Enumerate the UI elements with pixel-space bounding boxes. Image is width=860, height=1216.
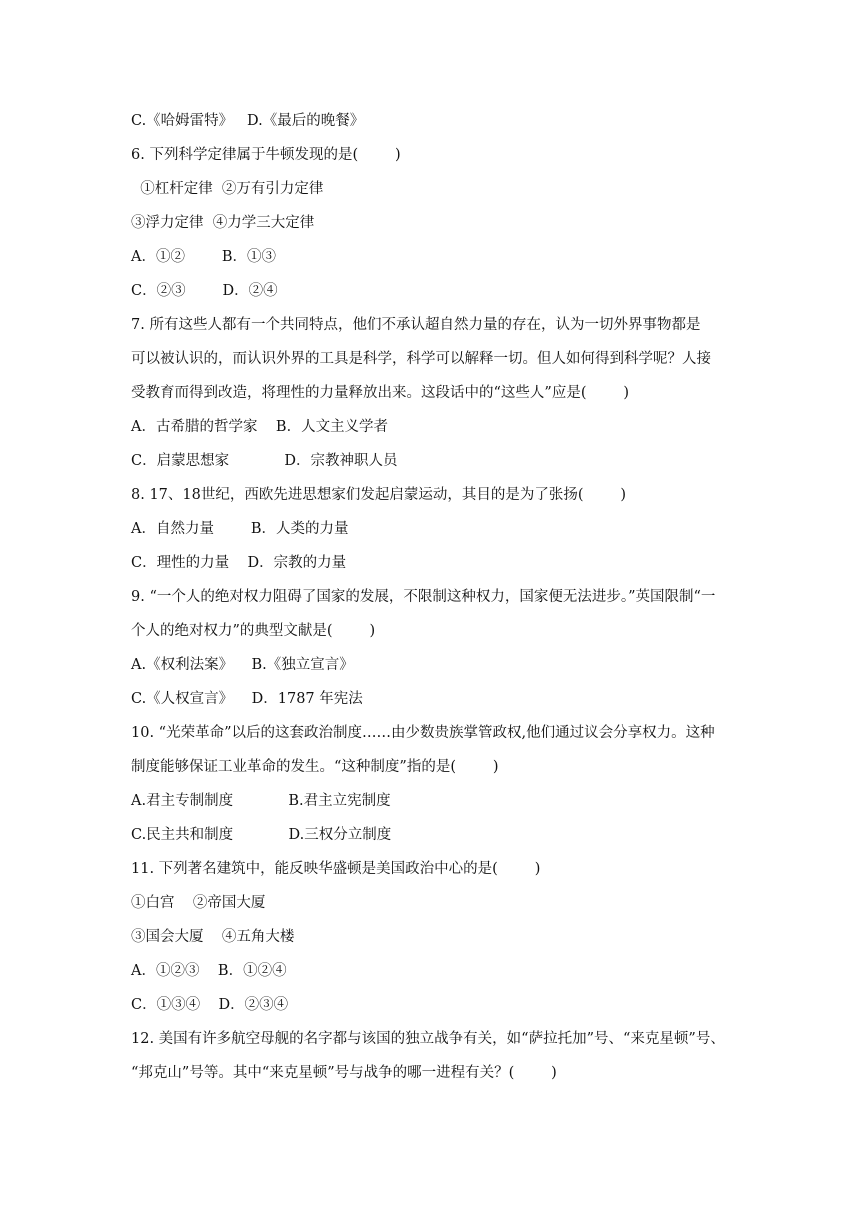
question-6-items-2: ③浮力定律 ④力学三大定律 <box>131 215 315 231</box>
question-9-stem-line-1: 9. “一个人的绝对权力阻碍了国家的发展，不限制这种权力，国家便无法进步。”英国限制“一 <box>131 589 716 605</box>
question-8-stem: 8. 17、18世纪，西欧先进思想家们发起启蒙运动，其目的是为了张扬( ) <box>131 487 627 503</box>
question-7-options-cd: C．启蒙思想家 D．宗教神职人员 <box>131 453 398 469</box>
question-7-stem-line-1: 7. 所有这些人都有一个共同特点，他们不承认超自然力量的存在，认为一切外界事物都是 <box>131 317 701 333</box>
question-11-options-cd: C．①③④ D．②③④ <box>131 997 289 1013</box>
question-9-options-cd: C.《人权宣言》 D．1787 年宪法 <box>131 691 363 707</box>
question-7-options-ab: A．古希腊的哲学家 B．人文主义学者 <box>131 419 389 435</box>
question-10-stem-line-2: 制度能够保证工业革命的发生。“这种制度”指的是( ) <box>131 759 499 775</box>
question-6-options-cd: C．②③ D．②④ <box>131 283 278 299</box>
question-9-stem-line-2: 个人的绝对权力”的典型文献是( ) <box>131 623 376 639</box>
question-6-stem: 6. 下列科学定律属于牛顿发现的是( ) <box>131 147 401 163</box>
question-5-options-cd: C.《哈姆雷特》 D.《最后的晚餐》 <box>131 113 365 129</box>
question-7-stem-line-2: 可以被认识的，而认识外界的工具是科学，科学可以解释一切。但人如何得到科学呢？人接 <box>131 351 711 367</box>
question-6-options-ab: A．①② B．①③ <box>131 249 276 265</box>
question-6-items-1: ①杠杆定律 ②万有引力定律 <box>131 181 324 197</box>
question-12-stem-line-2: “邦克山”号等。其中“来克星顿”号与战争的哪一进程有关？( ) <box>131 1065 557 1081</box>
question-7-stem-line-3: 受教育而得到改造，将理性的力量释放出来。这段话中的“这些人”应是( ) <box>131 385 630 401</box>
question-8-options-cd: C．理性的力量 D．宗教的力量 <box>131 555 347 571</box>
question-9-options-ab: A.《权利法案》 B.《独立宣言》 <box>131 657 354 673</box>
question-10-options-ab: A.君主专制制度 B.君主立宪制度 <box>131 793 391 809</box>
question-11-items-1: ①白宫 ②帝国大厦 <box>131 895 266 911</box>
question-10-stem-line-1: 10. “光荣革命”以后的这套政治制度……由少数贵族掌管政权,他们通过议会分享权力。这种 <box>131 725 715 741</box>
question-10-options-cd: C.民主共和制度 D.三权分立制度 <box>131 827 392 843</box>
question-11-options-ab: A．①②③ B．①②④ <box>131 963 287 979</box>
question-12-stem-line-1: 12. 美国有许多航空母舰的名字都与该国的独立战争有关，如“萨拉托加”号、“来克星顿”号、 <box>131 1031 725 1047</box>
question-11-items-2: ③国会大厦 ④五角大楼 <box>131 929 295 945</box>
question-8-options-ab: A．自然力量 B．人类的力量 <box>131 521 349 537</box>
question-11-stem: 11. 下列著名建筑中，能反映华盛顿是美国政治中心的是( ) <box>131 861 541 877</box>
